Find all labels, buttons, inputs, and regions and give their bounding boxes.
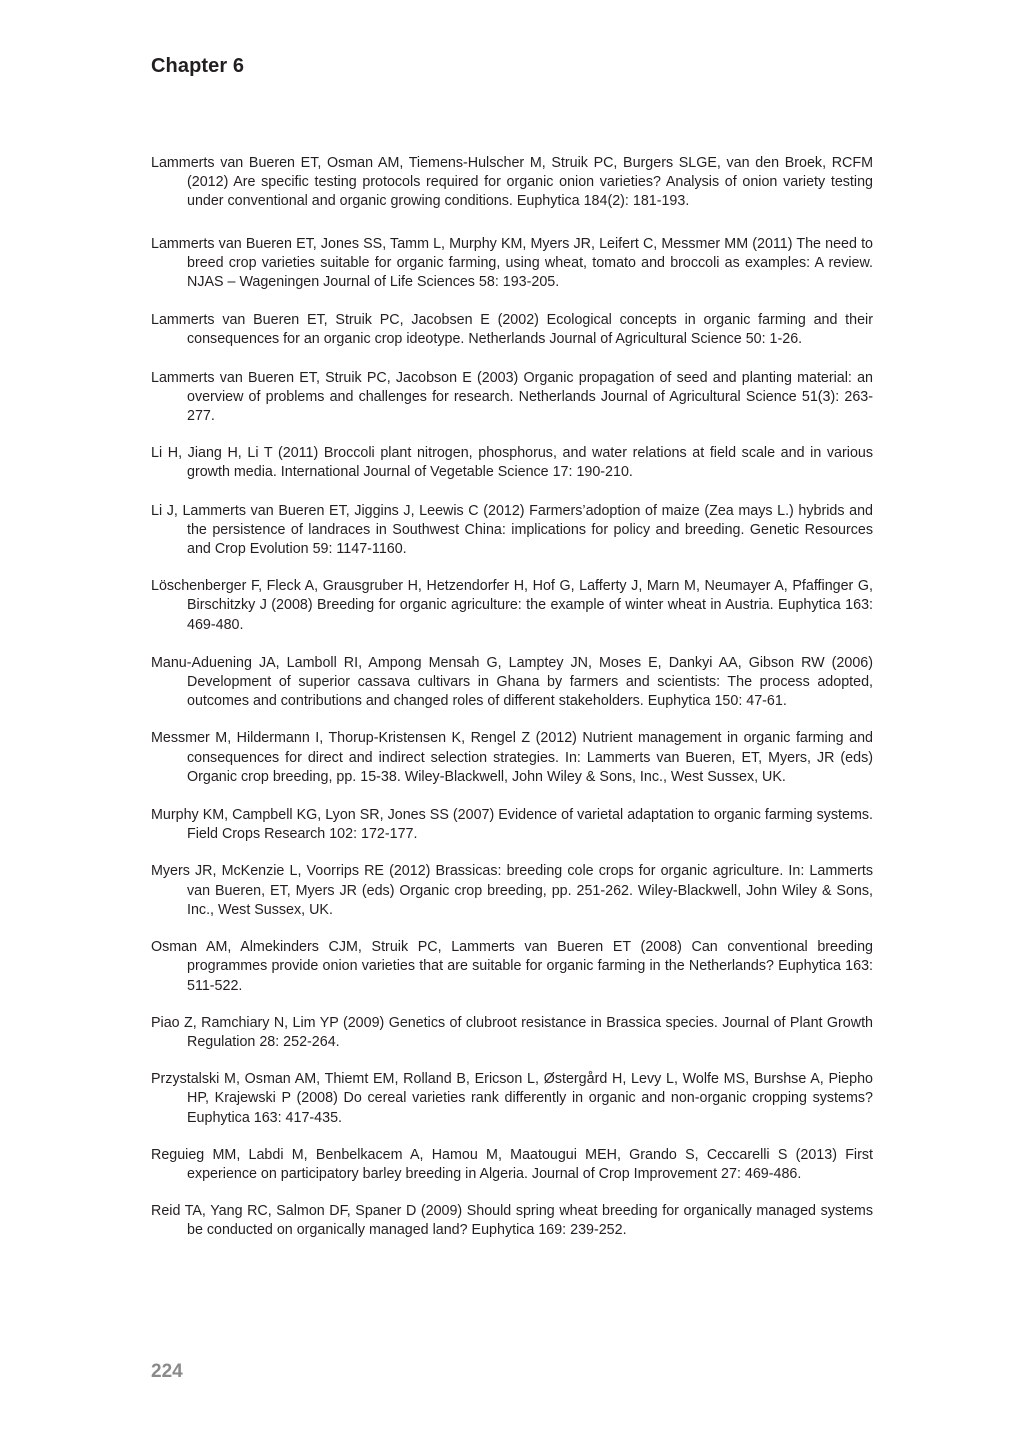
reference-item: Lammerts van Bueren ET, Osman AM, Tiemens-Hulscher M, Struik PC, Burgers SLGE, van den Broek, RCFM (2012) Are specific testing protocols required for organic onion varieties? Analysis of onion variety testing under conventional and organic growing conditions. Euphytica 184(2): 181-193. [151, 155, 873, 210]
page-number: 224 [151, 1361, 183, 1382]
reference-item: Manu-Aduening JA, Lamboll RI, Ampong Mensah G, Lamptey JN, Moses E, Dankyi AA, Gibson RW (2006) Development of superior cassava cultivars in Ghana by farmers and scientists: The process adopted, outcomes and contributions and changed roles of different stakeholders. Euphytica 150: 47-61. [151, 654, 873, 710]
reference-item: Li H, Jiang H, Li T (2011) Broccoli plant nitrogen, phosphorus, and water relations at field scale and in various growth media. International Journal of Vegetable Science 17: 190-210. [151, 445, 873, 481]
reference-item: Reguieg MM, Labdi M, Benbelkacem A, Hamou M, Maatougui MEH, Grando S, Ceccarelli S (2013) First experience on participatory barley breeding in Algeria. Journal of Crop Improvement 27: 469-486. [151, 1146, 873, 1182]
reference-item: Messmer M, Hildermann I, Thorup-Kristensen K, Rengel Z (2012) Nutrient management in organic farming and consequences for direct and indirect selection strategies. In: Lammerts van Bueren, ET, Myers, JR (eds) Organic crop breeding, pp. 15-38. Wiley-Blackwell, John Wiley & Sons, Inc., West Sussex, UK. [151, 730, 873, 785]
reference-item: Reid TA, Yang RC, Salmon DF, Spaner D (2009) Should spring wheat breeding for organically managed systems be conducted on organically managed land? Euphytica 169: 239-252. [151, 1203, 873, 1239]
reference-item: Li J, Lammerts van Bueren ET, Jiggins J, Leewis C (2012) Farmers’adoption of maize (Zea mays L.) hybrids and the persistence of landraces in Southwest China: implications for policy and breeding. Genetic Resources and Crop Evolution 59: 1147-1160. [151, 502, 873, 558]
reference-item: Myers JR, McKenzie L, Voorrips RE (2012) Brassicas: breeding cole crops for organic agriculture. In: Lammerts van Bueren, ET, Myers JR (eds) Organic crop breeding, pp. 251-262. Wiley-Blackwell, John Wiley & Sons, Inc., West Sussex, UK. [151, 863, 873, 918]
reference-item: Murphy KM, Campbell KG, Lyon SR, Jones SS (2007) Evidence of varietal adaptation to organic farming systems. Field Crops Research 102: 172-177. [151, 807, 873, 843]
reference-list [151, 154, 873, 1241]
reference-item: Lammerts van Bueren ET, Jones SS, Tamm L, Murphy KM, Myers JR, Leifert C, Messmer MM (2011) The need to breed crop varieties suitable for organic farming, using wheat, tomato and broccoli as examples: A review. NJAS – Wageningen Journal of Life Sciences 58: 193-205. [151, 235, 873, 291]
reference-item: Lammerts van Bueren ET, Struik PC, Jacobson E (2003) Organic propagation of seed and planting material: an overview of problems and challenges for research. Netherlands Journal of Agricultural Science 51(3): 263-277. [151, 369, 873, 425]
chapter-heading: Chapter 6 [151, 55, 245, 77]
reference-item: Przystalski M, Osman AM, Thiemt EM, Rolland B, Ericson L, Østergård H, Levy L, Wolfe MS, Burshse A, Piepho HP, Krajewski P (2008) Do cereal varieties rank differently in organic and non-organic cropping systems? Euphytica 163: 417-435. [151, 1071, 873, 1126]
reference-item: Osman AM, Almekinders CJM, Struik PC, Lammerts van Bueren ET (2008) Can conventional breeding programmes provide onion varieties that are suitable for organic farming in the Netherlands? Euphytica 163: 511-522. [151, 939, 873, 994]
reference-item: Piao Z, Ramchiary N, Lim YP (2009) Genetics of clubroot resistance in Brassica species. Journal of Plant Growth Regulation 28: 252-264. [151, 1014, 873, 1050]
reference-item: Lammerts van Bueren ET, Struik PC, Jacobsen E (2002) Ecological concepts in organic farming and their consequences for an organic crop ideotype. Netherlands Journal of Agricultural Science 50: 1-26. [151, 312, 873, 348]
reference-item: Löschenberger F, Fleck A, Grausgruber H, Hetzendorfer H, Hof G, Lafferty J, Marn M, Neumayer A, Pfaffinger G, Birschitzky J (2008) Breeding for organic agriculture: the example of winter wheat in Austria. Euphytica 163: 469-480. [151, 578, 873, 633]
